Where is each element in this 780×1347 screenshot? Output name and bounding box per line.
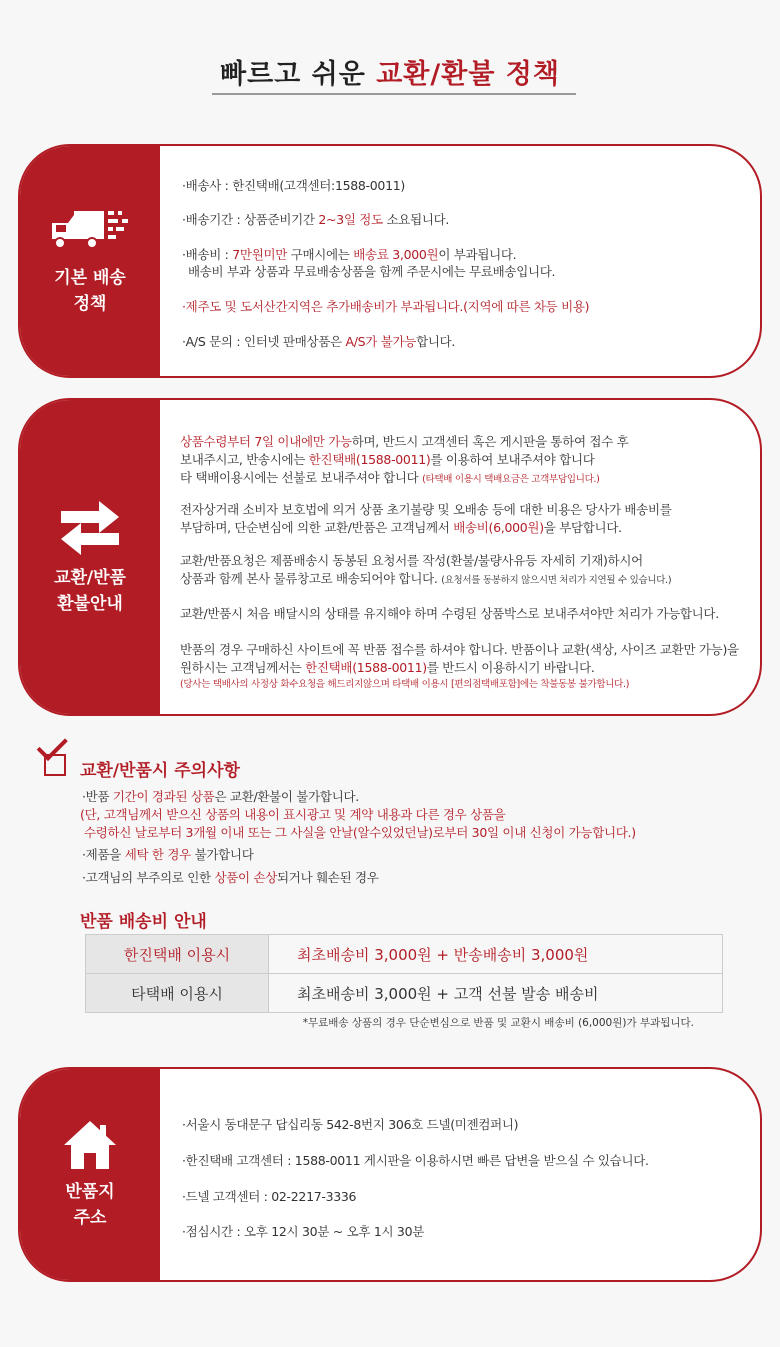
exchange-p1-line2: 보내주시고, 반송시에는 한진택배(1588-0011)를 이용하여 보내주셔야 합니다 bbox=[180, 452, 595, 467]
exchange-p5-line1: 반품의 경우 구매하신 사이트에 꼭 반품 접수를 하셔야 합니다. 반품이나 교환(색상, 사이즈 교환만 가능)을 bbox=[180, 642, 739, 657]
table-row bbox=[86, 935, 723, 974]
return-address-card bbox=[18, 1067, 762, 1282]
fee-row-value: 최초배송비 3,000원 + 고객 선불 발송 배송비 bbox=[269, 974, 723, 1013]
exchange-side-panel: 교환/반품 환불안내 bbox=[20, 400, 160, 714]
shipping-free-note: 배송비 부과 상품과 무료배송상품을 함께 주문시에는 무료배송입니다. bbox=[188, 264, 556, 279]
exchange-p4: 교환/반품시 처음 배달시의 상태를 유지해야 하며 수령된 상품박스로 보내주셔야만 처리가 가능합니다. bbox=[180, 606, 719, 621]
shipping-as: ·A/S 문의 : 인터넷 판매상품은 A/S가 불가능합니다. bbox=[182, 334, 456, 349]
title-underline bbox=[212, 93, 576, 95]
notice-line-3: 수령하신 날로부터 3개월 이내 또는 그 사실을 안날(알수있었던날)로부터 30일 이내 신청이 가능합니다.) bbox=[84, 825, 636, 840]
truck-icon bbox=[48, 205, 132, 257]
exchange-p2-line2: 부담하며, 단순변심에 의한 교환/반품은 고객님께서 배송비(6,000원)을 부담합니다. bbox=[180, 520, 622, 535]
exchange-guide-card bbox=[18, 398, 762, 716]
notice-line-2: (단, 고객님께서 받으신 상품의 내용이 표시광고 및 계약 내용과 다른 경우 상품을 bbox=[80, 807, 506, 822]
fee-row-header: 타택배 이용시 bbox=[86, 974, 269, 1013]
exchange-p5-note: (당사는 택배사의 사정상 화수요청을 해드리지않으며 타택배 이용시 [편의점택배포함]에는 착불동봉 불가합니다.) bbox=[180, 679, 630, 690]
notice-title: 교환/반품시 주의사항 bbox=[80, 761, 240, 781]
exchange-arrows-icon bbox=[55, 497, 125, 557]
notice-line-4: ·제품을 세탁 한 경우 불가합니다 bbox=[82, 847, 254, 862]
fee-table bbox=[85, 934, 723, 1013]
exchange-p1-line1: 상품수령부터 7일 이내에만 가능하며, 반드시 고객센터 혹은 게시판을 통하여 접수 후 bbox=[180, 434, 629, 449]
exchange-p3-line2: 상품과 함께 본사 물류창고로 배송되어야 합니다. (요청서를 동봉하지 않으시면 처리가 지연될 수 있습니다.) bbox=[180, 571, 672, 586]
address-phone: ·드넬 고객센터 : 02-2217-3336 bbox=[182, 1189, 357, 1204]
notice-line-5: ·고객님의 부주의로 인한 상품이 손상되거나 훼손된 경우 bbox=[82, 870, 379, 885]
exchange-p5-line2: 원하시는 고객님께서는 한진택배(1588-0011)를 반드시 이용하시기 바랍니다. bbox=[180, 660, 595, 675]
home-icon bbox=[62, 1119, 118, 1171]
table-row bbox=[86, 974, 723, 1013]
shipping-carrier: ·배송사 : 한진택배(고객센터:1588-0011) bbox=[182, 178, 405, 193]
fee-row-header: 한진택배 이용시 bbox=[86, 935, 269, 974]
exchange-p1-line3: 타 택배이용시에는 선불로 보내주셔야 합니다 (타택배 이용시 택배요금은 고객부담입니다.) bbox=[180, 470, 600, 485]
shipping-island-fee: ·제주도 및 도서산간지역은 추가배송비가 부과됩니다.(지역에 따른 차등 비용) bbox=[182, 299, 590, 314]
fee-title: 반품 배송비 안내 bbox=[80, 912, 207, 932]
address-side-panel: 반품지 주소 bbox=[20, 1069, 160, 1280]
exchange-p3-line1: 교환/반품요청은 제품배송시 동봉된 요청서를 작성(환불/불량사유등 자세히 기재)하시어 bbox=[180, 553, 643, 568]
shipping-fee: ·배송비 : 7만원미만 구매시에는 배송료 3,000원이 부과됩니다. bbox=[182, 247, 517, 262]
shipping-side-panel: 기본 배송 정책 bbox=[20, 146, 160, 376]
fee-note: *무료배송 상품의 경우 단순변심으로 반품 및 교환시 배송비 (6,000원)가 부과됩니다. bbox=[302, 1017, 694, 1029]
page-title: 빠르고 쉬운 교환/환불 정책 bbox=[220, 59, 560, 90]
fee-row-value: 최초배송비 3,000원 + 반송배송비 3,000원 bbox=[269, 935, 723, 974]
notice-line-1: ·반품 기간이 경과된 상품은 교환/환불이 불가합니다. bbox=[82, 789, 359, 804]
shipping-period: ·배송기간 : 상품준비기간 2~3일 정도 소요됩니다. bbox=[182, 212, 450, 227]
address-hanjin: ·한진택배 고객센터 : 1588-0011 게시판을 이용하시면 빠른 답변을 받으실 수 있습니다. bbox=[182, 1153, 649, 1168]
exchange-p2-line1: 전자상거래 소비자 보호법에 의거 상품 초기불량 및 오배송 등에 대한 비용은 당사가 배송비를 bbox=[180, 502, 672, 517]
shipping-policy-card bbox=[18, 144, 762, 378]
address-line: ·서울시 동대문구 답십리동 542-8번지 306호 드넬(미젠컴퍼니) bbox=[182, 1117, 519, 1132]
address-lunch: ·점심시간 : 오후 12시 30분 ~ 오후 1시 30분 bbox=[182, 1224, 425, 1239]
